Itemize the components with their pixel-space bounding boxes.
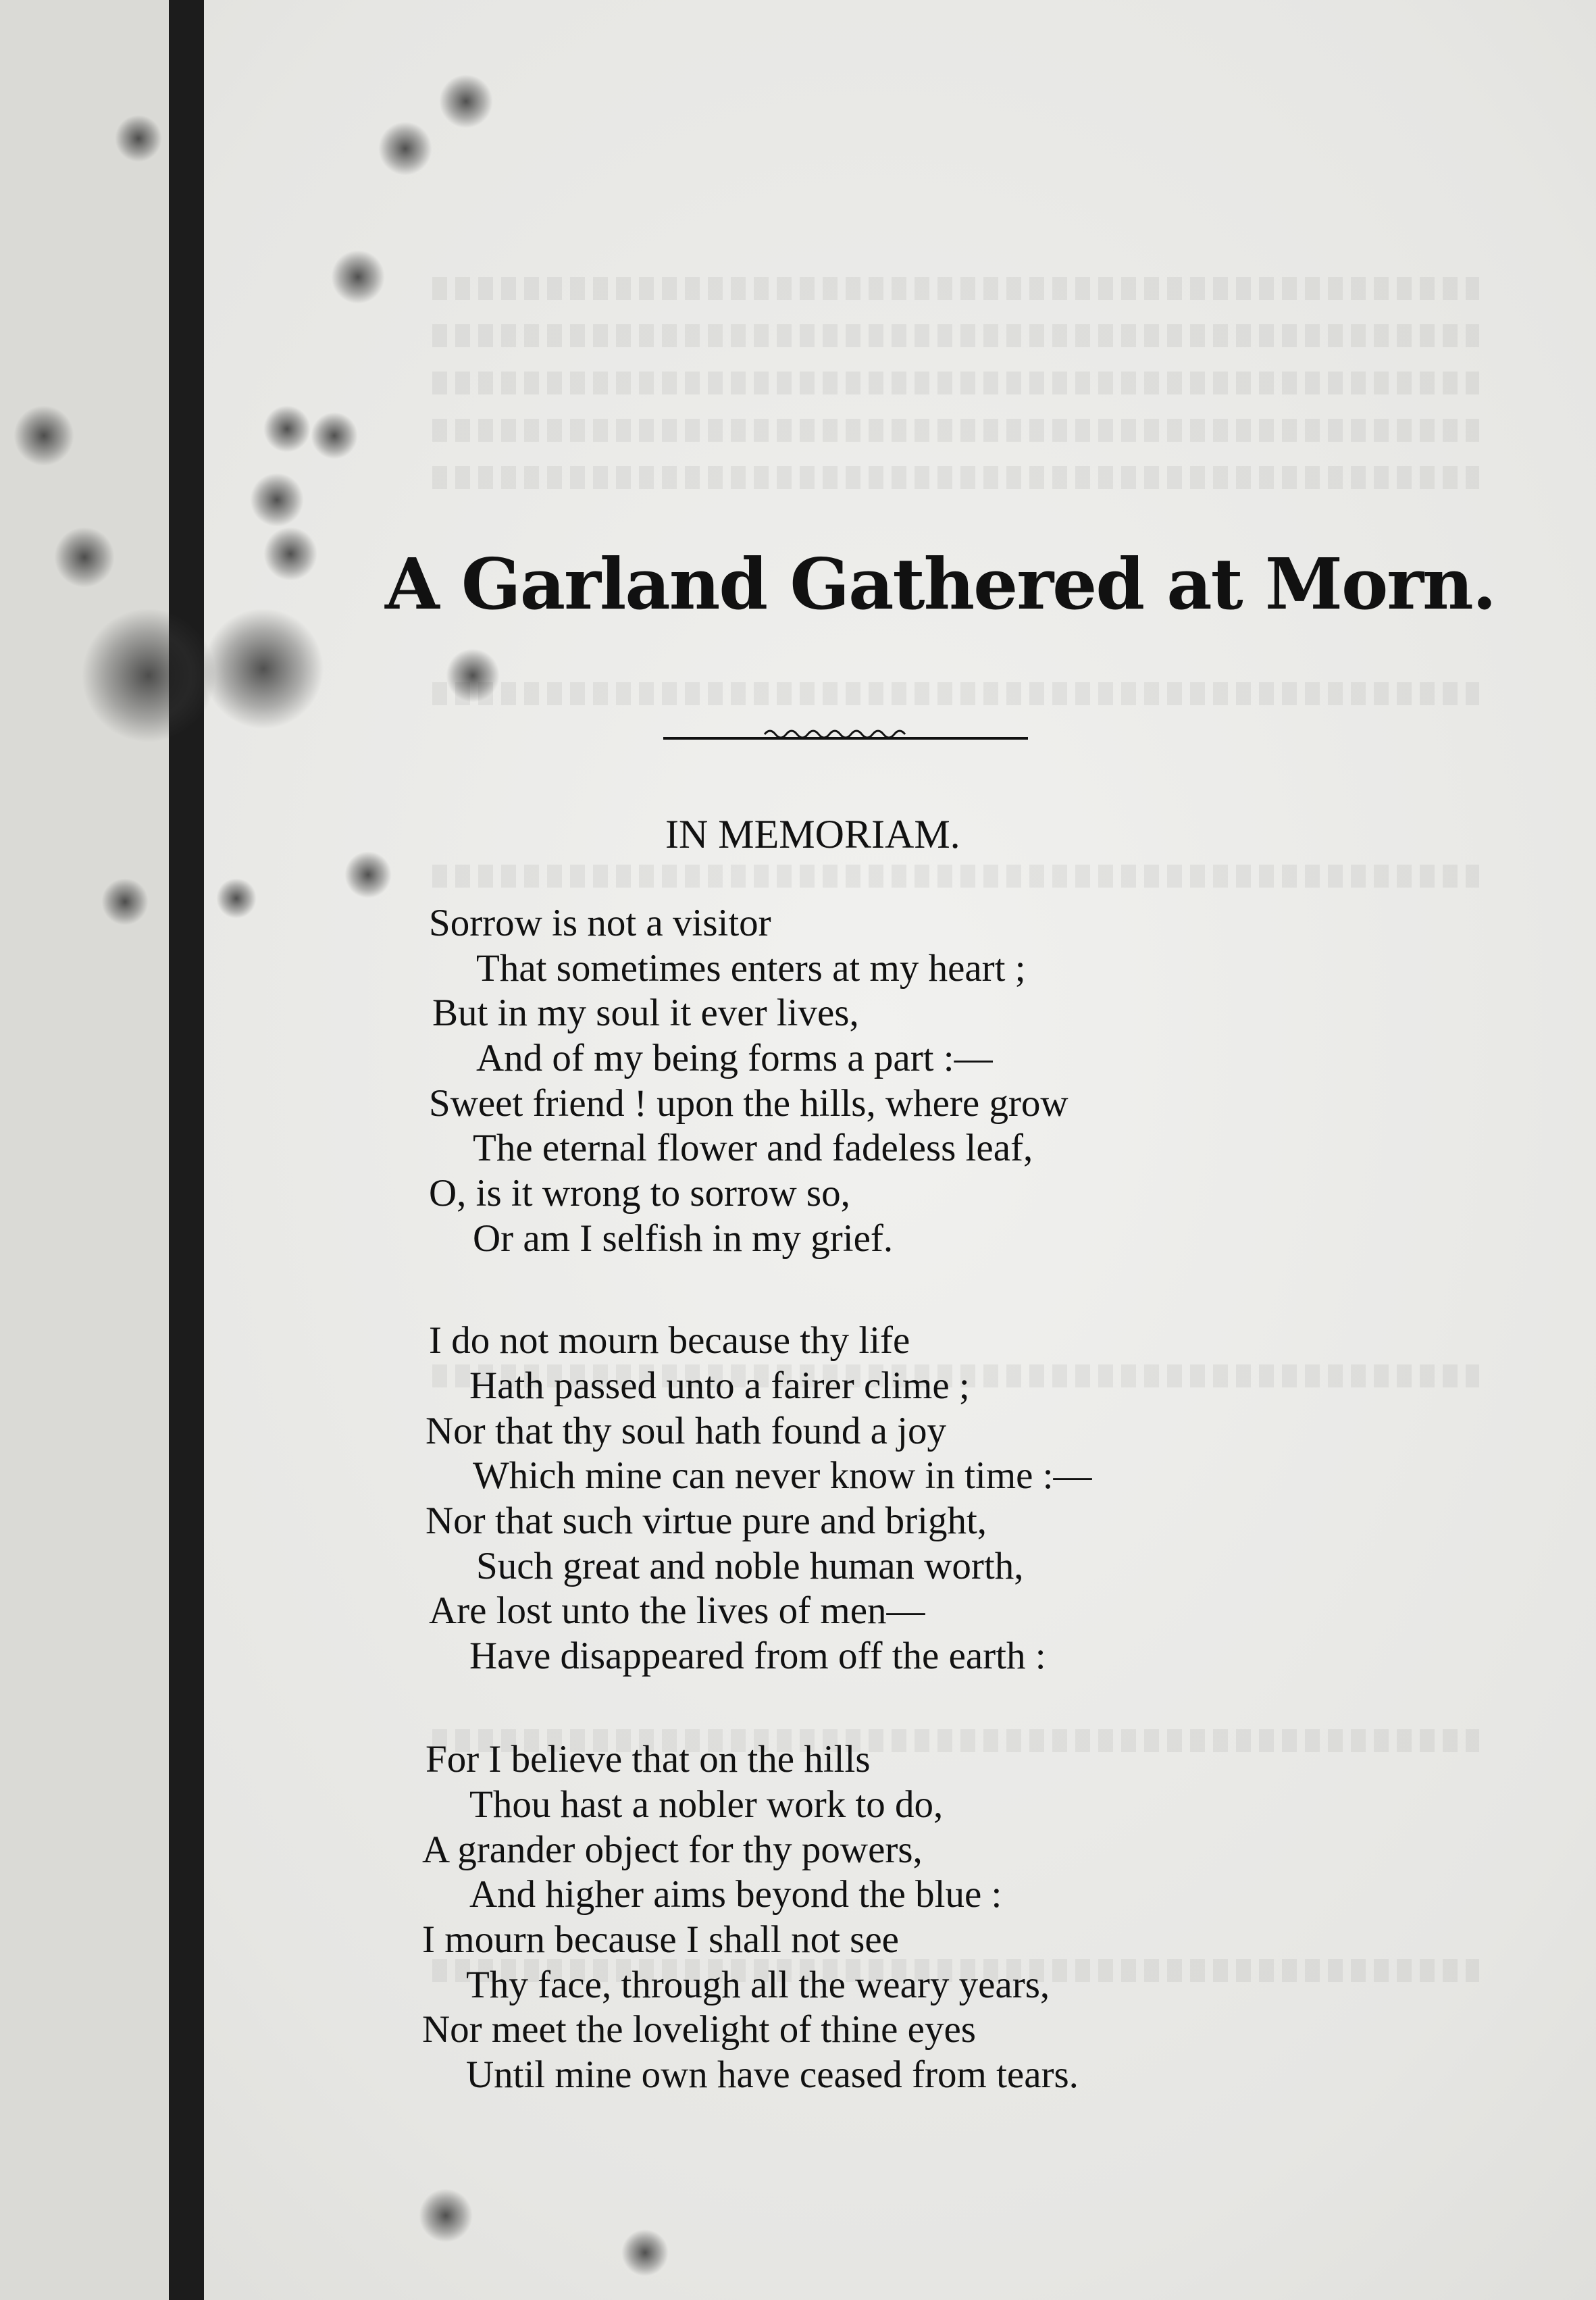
- poem-line: And of my being forms a part :—: [476, 1037, 993, 1079]
- poem-line: Nor meet the lovelight of thine eyes: [422, 2008, 976, 2051]
- poem-line: Have disappeared from off the earth :: [469, 1635, 1046, 1677]
- poem-line: Are lost unto the lives of men—: [429, 1589, 925, 1632]
- foxing-spot: [378, 122, 432, 176]
- poem-line: Hath passed unto a fairer clime ;: [469, 1364, 970, 1407]
- foxing-spot: [331, 250, 385, 304]
- bleed-through-text: [432, 865, 1479, 888]
- poem-heading: IN MEMORIAM.: [665, 812, 960, 857]
- foxing-spot: [14, 405, 74, 466]
- poem-line: Until mine own have ceased from tears.: [466, 2053, 1079, 2096]
- poem-line: For I believe that on the hills: [426, 1738, 871, 1781]
- poem-line: O, is it wrong to sorrow so,: [429, 1172, 850, 1215]
- poem-line: That sometimes enters at my heart ;: [476, 947, 1026, 990]
- bleed-through-text: [432, 682, 1479, 705]
- foxing-spot: [419, 2189, 473, 2243]
- foxing-spot: [101, 878, 149, 925]
- foxing-spot: [203, 608, 324, 730]
- foxing-spot: [54, 527, 115, 588]
- poem-line: I mourn because I shall not see: [422, 1918, 899, 1961]
- poem-line: Thou hast a nobler work to do,: [469, 1783, 944, 1826]
- book-gutter: [169, 0, 204, 2300]
- poem-line: But in my soul it ever lives,: [432, 992, 859, 1034]
- poem-line: Thy face, through all the weary years,: [466, 1964, 1050, 2006]
- bleed-through-text: [432, 372, 1479, 394]
- poem-line: Sorrow is not a visitor: [429, 902, 771, 944]
- foxing-spot: [216, 878, 257, 919]
- poem-line: Or am I selfish in my grief.: [473, 1217, 894, 1260]
- bleed-through-text: [432, 324, 1479, 347]
- poem-line: Which mine can never know in time :—: [473, 1454, 1092, 1497]
- ornamental-rule: [663, 719, 1028, 746]
- foxing-spot: [263, 405, 311, 453]
- bleed-through-text: [432, 277, 1479, 300]
- foxing-spot: [115, 115, 162, 162]
- foxing-spot: [621, 2229, 669, 2276]
- poem-line: The eternal flower and fadeless leaf,: [473, 1127, 1033, 1169]
- poem-line: Sweet friend ! upon the hills, where grow: [429, 1082, 1069, 1125]
- bleed-through-text: [432, 419, 1479, 442]
- foxing-spot: [81, 608, 216, 743]
- foxing-spot: [439, 74, 493, 128]
- book-title: A Garland Gathered at Morn.: [385, 542, 1495, 625]
- poem-line: I do not mourn because thy life: [429, 1319, 910, 1362]
- poem-line: Such great and noble human worth,: [476, 1545, 1024, 1587]
- poem-line: A grander object for thy powers,: [422, 1829, 923, 1871]
- foxing-spot: [263, 527, 317, 581]
- poem-line: Nor that thy soul hath found a joy: [426, 1410, 946, 1452]
- foxing-spot: [344, 851, 392, 898]
- foxing-spot: [311, 412, 358, 459]
- poem-line: And higher aims beyond the blue :: [469, 1873, 1002, 1916]
- foxing-spot: [250, 473, 304, 527]
- poem-line: Nor that such virtue pure and bright,: [426, 1500, 987, 1542]
- bleed-through-text: [432, 466, 1479, 489]
- facing-page-edge: [0, 0, 169, 2300]
